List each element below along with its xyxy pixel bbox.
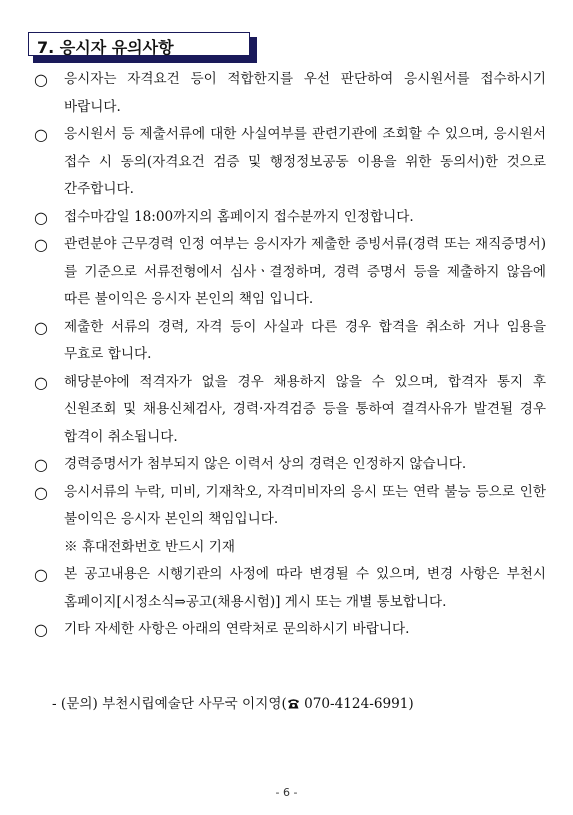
bullet-circle: ○	[34, 565, 48, 584]
bullet-circle: ○	[34, 235, 48, 254]
list-item	[34, 561, 546, 616]
contact-line	[52, 692, 414, 717]
list-item	[34, 231, 546, 314]
list-item	[34, 121, 546, 204]
item-text: 응시원서 등 제출서류에 대한 사실여부를 관련기관에 조회할 수 있으며, 응시원서 접수 시 동의(자격요건 검증 및 행정정보공동 이용을 위한 동의서)한 것으로 간주합니다.	[64, 126, 546, 197]
list-item	[34, 66, 546, 121]
item-text: 접수마감일 18:00까지의 홈페이지 접수분까지 인정합니다.	[64, 208, 414, 225]
item-text: 경력증명서가 첨부되지 않은 이력서 상의 경력은 인정하지 않습니다.	[64, 456, 467, 472]
section-title-box	[28, 32, 258, 62]
bullet-circle: ○	[34, 70, 48, 89]
item-text: 기타 자세한 사항은 아래의 연락처로 문의하시기 바랍니다.	[64, 621, 410, 637]
bullet-circle: ○	[34, 317, 48, 337]
bullet-circle: ○	[34, 372, 48, 392]
item-text: 응시서류의 누락, 미비, 기재착오, 자격미비자의 응시 또는 연락 불능 등으로 인한 불이익은 응시자 본인의 책임입니다.	[64, 483, 546, 527]
notice-list	[34, 66, 546, 644]
bullet-circle: ○	[34, 620, 48, 639]
bullet-circle: ○	[34, 482, 48, 502]
contact-prefix: - (문의) 부천시립예술단 사무국 이지영(	[52, 696, 287, 712]
page-number: - 6 -	[275, 786, 298, 799]
note-line: ※ 휴대전화번호 반드시 기재	[64, 538, 236, 555]
list-item	[34, 451, 546, 479]
list-item	[34, 314, 546, 369]
contact-phone: 070-4124-6991)	[299, 696, 414, 712]
item-text: 관련분야 근무경력 인정 여부는 응시자가 제출한 증빙서류(경력 또는 재직증명서)를 기준으로 서류전형에서 심사ㆍ결정하며, 경력 증명서 등을 제출하지 않음에 따른 불이익은 응시자 본인의 책임 입니다.	[64, 236, 546, 307]
item-text: 제출한 서류의 경력, 자격 등이 사실과 다른 경우 합격을 취소하 거나 임용을 무효로 합니다.	[64, 318, 546, 362]
item-text: 응시자는 자격요건 등이 적합한지를 우선 판단하여 응시원서를 접수하시기 바랍니다.	[64, 71, 546, 115]
list-item	[34, 479, 546, 534]
item-text: 해당분야에 적격자가 없을 경우 채용하지 않을 수 있으며, 합격자 통지 후 신원조회 및 채용신체검사, 경력·자격검증 등을 통하여 결격사유가 발견될 경우 합격이 취소됩니다.	[64, 373, 546, 445]
bullet-circle: ○	[34, 125, 48, 144]
list-item	[34, 369, 546, 452]
bullet-circle: ○	[34, 455, 48, 474]
telephone-icon	[287, 693, 300, 717]
bullet-circle: ○	[34, 207, 48, 227]
list-item	[34, 204, 546, 232]
item-text: 본 공고내용은 시행기관의 사정에 따라 변경될 수 있으며, 변경 사항은 부천시 홈페이지[시정소식⇒공고(채용시험)] 게시 또는 개별 통보합니다.	[64, 566, 546, 610]
title-frame	[28, 32, 250, 56]
section-title: 7. 응시자 유의사항	[37, 38, 174, 57]
list-item	[34, 616, 546, 644]
